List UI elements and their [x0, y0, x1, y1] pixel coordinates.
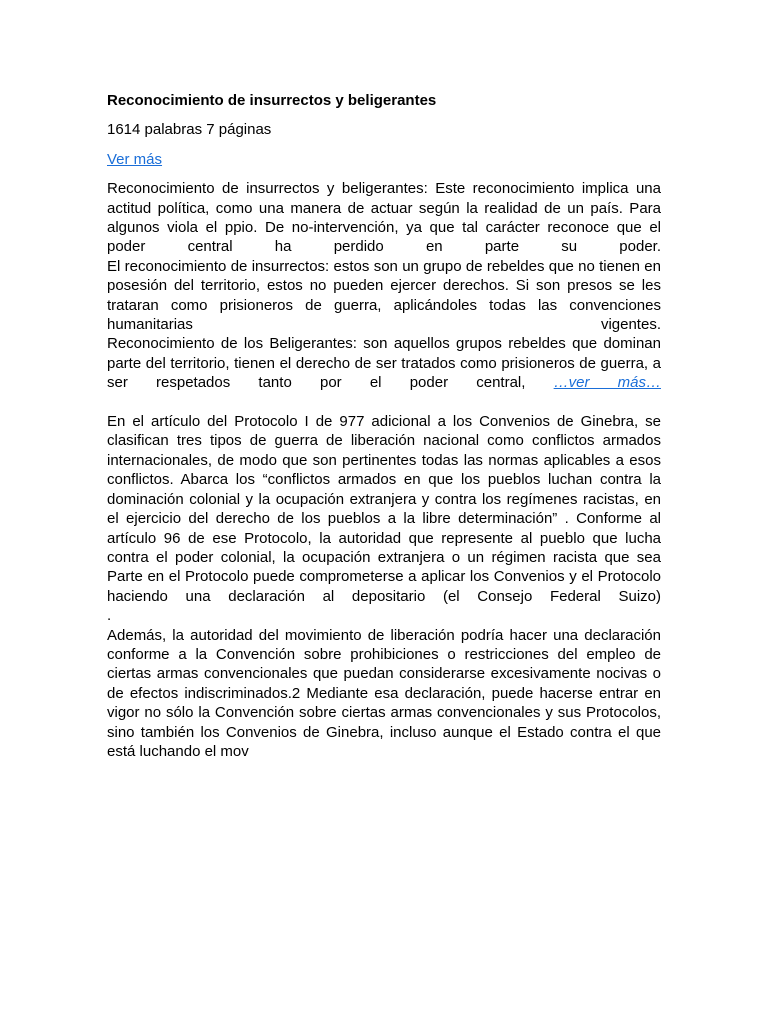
paragraph-3: Además, la autoridad del movimiento de liberación podría hacer una declaración conforme a la Convención sobre prohibiciones o restricciones del empleo de ciertas armas convencionales que puedan considerarse excesivamente nocivas o de efectos indiscriminados.2 Mediante esa declaración, puede hacerse entrar en vigor no sólo la Convención sobre ciertas armas convencionales y sus Protocolos, sino también los Convenios de Ginebra, incluso aunque el Estado contra el que está luchando el mov [107, 626, 661, 760]
paragraph-1c-text: Reconocimiento de los Beligerantes: son aquellos grupos rebeldes que dominan parte del territorio, tienen el derecho de ser tratados como prisioneros de guerra, a ser respetados tanto por el poder central, [107, 335, 661, 392]
document-title: Reconocimiento de insurrectos y beligerantes [107, 92, 437, 109]
ver-mas-row [107, 150, 661, 169]
inline-ver-mas-link[interactable]: …ver más… [553, 374, 661, 392]
ver-mas-link[interactable]: Ver más [107, 150, 163, 168]
paragraph-gap [107, 393, 661, 412]
paragraph-2: En el artículo del Protocolo I de 977 adicional a los Convenios de Ginebra, se clasifican tres tipos de guerra de liberación nacional como conflictos armados internacionales, de modo que son pertinentes todas las normas aplicables a esos conflictos. Abarca los “conflictos armados en que los pueblos luchan contra la dominación colonial y la ocupación extranjera y contra los regímenes racistas, en el ejercicio del derecho de los pueblos a la libre determinación” . Conforme al artículo 96 de ese Protocolo, la autoridad que represente al pueblo que lucha contra el poder colonial, la ocupación extranjera o un régimen racista que sea Parte en el Protocolo puede comprometerse a aplicar los Convenios y el Protocolo haciendo una declaración al depositario (el Consejo Federal Suizo) [107, 413, 661, 605]
paragraph-2-dot: . [107, 607, 112, 625]
paragraph-1a: Reconocimiento de insurrectos y beligerantes: Este reconocimiento implica una actitud política, como una manera de actuar según la realidad de un país. Para algunos viola el ppio. De no-intervención, ya que tal carácter reconoce que el poder central ha perdido en parte su poder. [107, 180, 661, 256]
document-meta: 1614 palabras 7 páginas [107, 121, 272, 139]
paragraph-1c [107, 334, 661, 392]
paragraph-1b: El reconocimiento de insurrectos: estos son un grupo de rebeldes que no tienen en posesión del territorio, estos no pueden ejercer derechos. Si son presos se les trataran como prisioneros de guerra, aplicándoles todas las convenciones humanitarias vigentes. [107, 257, 661, 334]
document-body [107, 91, 661, 761]
